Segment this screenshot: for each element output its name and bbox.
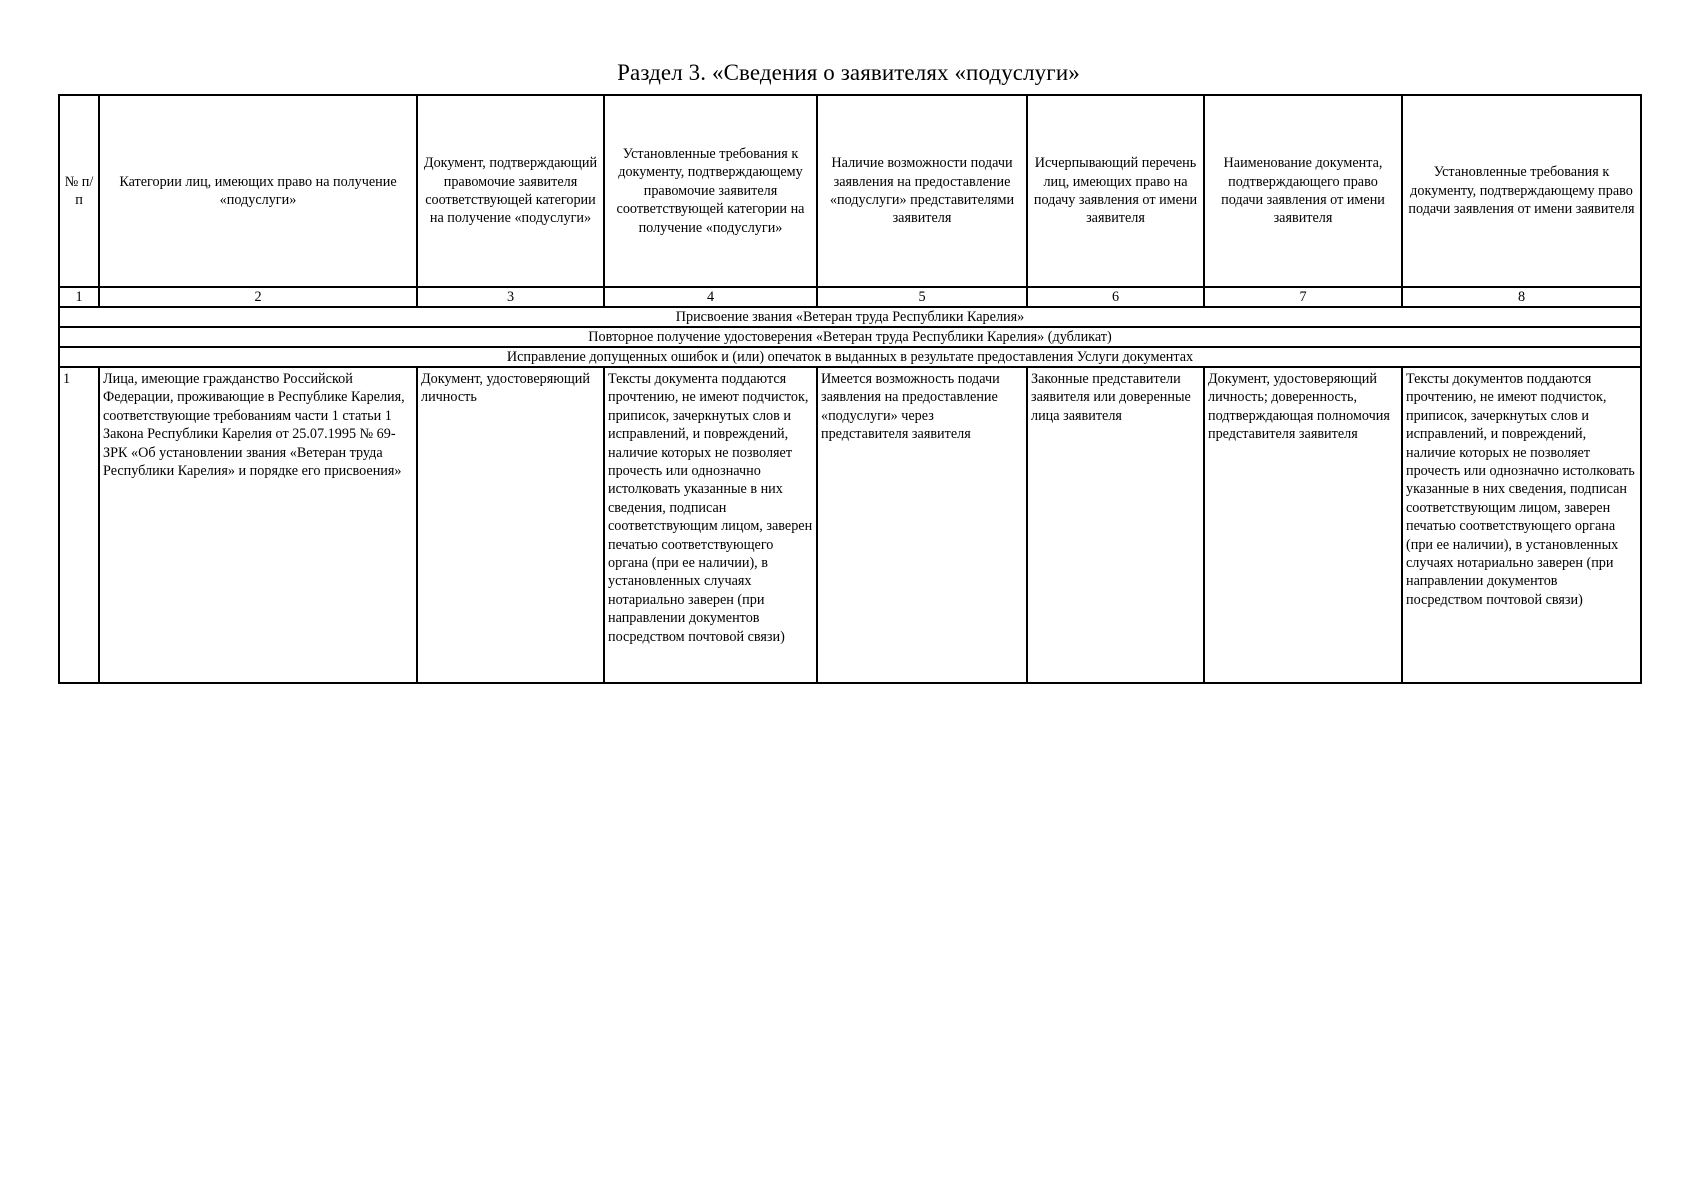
column-number: 4 xyxy=(604,287,817,307)
section-row xyxy=(59,327,1641,347)
header-cell: Категории лиц, имеющих право на получение «подуслуги» xyxy=(99,95,417,287)
table-cell: Тексты документа поддаются прочтению, не имеют подчисток, приписок, зачеркнутых слов и исправлений, и повреждений, наличие которых не позволяет прочесть или однозначно истолковать указанные в них сведения, подписан соответствующим лицом, заверен печатью соответствующего органа (при ее наличии), в установленных случаях нотариально заверен (при направлении документов посредством почтовой связи) xyxy=(604,367,817,683)
column-numbers-row xyxy=(59,287,1641,307)
table-cell: Документ, удостоверяющий личность; доверенность, подтверждающая полномочия представителя заявителя xyxy=(1204,367,1402,683)
table-cell: Тексты документов поддаются прочтению, не имеют подчисток, приписок, зачеркнутых слов и исправлений, и повреждений, наличие которых не позволяет прочесть или однозначно истолковать указанные в них сведения, подписан соответствующим лицом, заверен печатью соответствующего органа (при ее наличии), в установленных случаях нотариально заверен (при направлении документов посредством почтовой связи) xyxy=(1402,367,1641,683)
column-number: 2 xyxy=(99,287,417,307)
header-cell: Наличие возможности подачи заявления на предоставление «подуслуги» представителями заявителя xyxy=(817,95,1027,287)
header-cell: № п/п xyxy=(59,95,99,287)
header-cell: Установленные требования к документу, подтверждающему право подачи заявления от имени заявителя xyxy=(1402,95,1641,287)
table-cell: Законные представители заявителя или доверенные лица заявителя xyxy=(1027,367,1204,683)
table-cell: Документ, удостоверяющий личность xyxy=(417,367,604,683)
section-heading: Повторное получение удостоверения «Ветеран труда Республики Карелия» (дубликат) xyxy=(59,327,1641,347)
table-row xyxy=(59,367,1641,683)
column-number: 5 xyxy=(817,287,1027,307)
column-number: 6 xyxy=(1027,287,1204,307)
applicants-table xyxy=(58,94,1642,684)
column-number: 3 xyxy=(417,287,604,307)
header-cell: Исчерпывающий перечень лиц, имеющих право на подачу заявления от имени заявителя xyxy=(1027,95,1204,287)
header-cell: Документ, подтверждающий правомочие заявителя соответствующей категории на получение «подуслуги» xyxy=(417,95,604,287)
column-number: 7 xyxy=(1204,287,1402,307)
column-number: 1 xyxy=(59,287,99,307)
table-header-row xyxy=(59,95,1641,287)
section-title: Раздел 3. «Сведения о заявителях «подуслуги» xyxy=(617,60,1080,85)
section-heading: Присвоение звания «Ветеран труда Республики Карелия» xyxy=(59,307,1641,327)
section-row xyxy=(59,347,1641,367)
header-cell: Установленные требования к документу, подтверждающему правомочие заявителя соответствующей категории на получение «подуслуги» xyxy=(604,95,817,287)
header-cell: Наименование документа, подтверждающего право подачи заявления от имени заявителя xyxy=(1204,95,1402,287)
table-cell: 1 xyxy=(59,367,99,683)
table-cell: Имеется возможность подачи заявления на предоставление «подуслуги» через представителя заявителя xyxy=(817,367,1027,683)
column-number: 8 xyxy=(1402,287,1641,307)
section-row xyxy=(59,307,1641,327)
section-heading: Исправление допущенных ошибок и (или) опечаток в выданных в результате предоставления Услуги документах xyxy=(59,347,1641,367)
table-cell: Лица, имеющие гражданство Российской Федерации, проживающие в Республике Карелия, соответствующие требованиям части 1 статьи 1 Закона Республики Карелия от 25.07.1995 № 69-ЗРК «Об установлении звания «Ветеран труда Республики Карелия» и порядке его присвоения» xyxy=(99,367,417,683)
